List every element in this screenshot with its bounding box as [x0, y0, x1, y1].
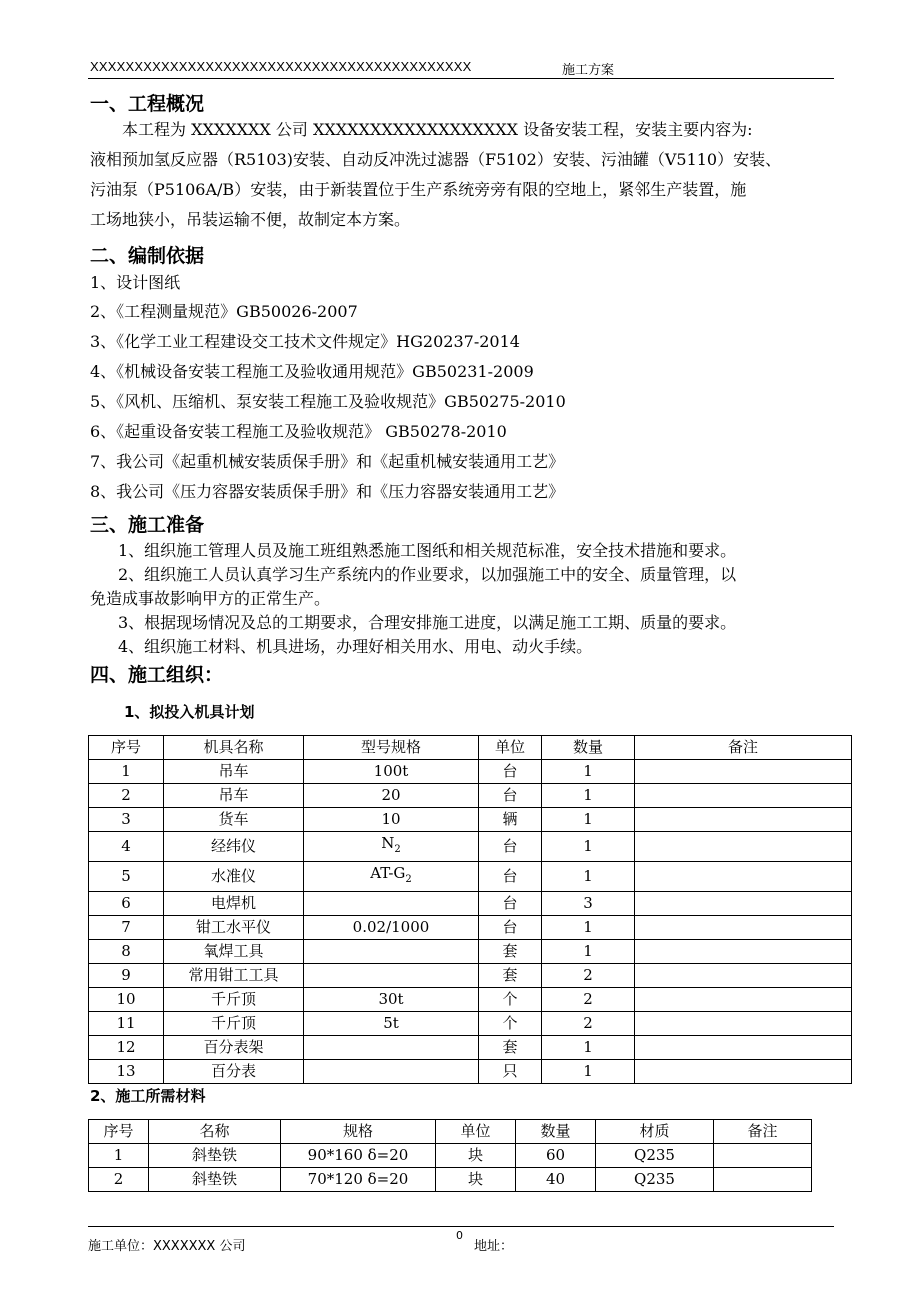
- table-cell: 台: [479, 760, 542, 784]
- equipment-table: [88, 735, 852, 1084]
- table-cell: $AT-G_2$: [304, 862, 479, 892]
- table-cell: [304, 892, 479, 916]
- table-cell: 斜垫铁: [149, 1144, 281, 1168]
- table-row: [89, 808, 852, 832]
- table-header-row: [89, 1120, 812, 1144]
- table-cell: 1: [542, 808, 635, 832]
- table-cell: 1: [542, 760, 635, 784]
- section2-title: 二、编制依据: [90, 245, 205, 267]
- table-cell: [304, 1060, 479, 1084]
- table-cell: 90*160 δ=20: [281, 1144, 436, 1168]
- table-cell: [635, 862, 852, 892]
- table-row: [89, 1144, 812, 1168]
- table-row: [89, 784, 852, 808]
- table-cell: 30t: [304, 988, 479, 1012]
- table-cell: 经纬仪: [164, 832, 304, 862]
- table-cell: [304, 940, 479, 964]
- header-cell: 名称: [149, 1120, 281, 1144]
- table-cell: 电焊机: [164, 892, 304, 916]
- table-cell: 块: [436, 1168, 516, 1192]
- table-cell: 斜垫铁: [149, 1168, 281, 1192]
- header-cell: 单位: [436, 1120, 516, 1144]
- table-cell: 40: [516, 1168, 596, 1192]
- table-cell: Q235: [596, 1168, 714, 1192]
- reference-item: 2、《工程测量规范》GB50026-2007: [90, 302, 358, 321]
- footer-address-label: 地址：: [474, 1239, 514, 1254]
- table-cell: 10: [304, 808, 479, 832]
- table-cell: 吊车: [164, 784, 304, 808]
- header-cell: 型号规格: [304, 736, 479, 760]
- section3-line: 免造成事故影响甲方的正常生产。: [90, 589, 331, 608]
- table-cell: [304, 964, 479, 988]
- section1-line: 本工程为 XXXXXXX 公司 XXXXXXXXXXXXXXXXXX 设备安装工程，安装主要内容为:: [122, 120, 753, 139]
- table-cell: 套: [479, 940, 542, 964]
- table-cell: [635, 832, 852, 862]
- section3-line: 4、组织施工材料、机具进场，办理好相关用水、用电、动火手续。: [118, 637, 593, 656]
- header-cell: 备注: [635, 736, 852, 760]
- header-cell: 序号: [89, 736, 164, 760]
- table-row: [89, 964, 852, 988]
- header-rule: [88, 78, 834, 79]
- table-cell: [635, 1060, 852, 1084]
- table-cell: 100t: [304, 760, 479, 784]
- reference-item: 4、《机械设备安装工程施工及验收通用规范》GB50231-2009: [90, 362, 534, 381]
- reference-item: 8、我公司《压力容器安装质保手册》和《压力容器安装通用工艺》: [90, 482, 565, 501]
- table-row: [89, 832, 852, 862]
- footer-rule: [88, 1226, 834, 1227]
- table-cell: 3: [89, 808, 164, 832]
- table-cell: 6: [89, 892, 164, 916]
- header-cell: 数量: [542, 736, 635, 760]
- table-row: [89, 862, 852, 892]
- table-cell: 套: [479, 1036, 542, 1060]
- table-cell: 1: [542, 1060, 635, 1084]
- table-cell: 台: [479, 784, 542, 808]
- table-cell: [635, 760, 852, 784]
- table-row: [89, 1036, 852, 1060]
- equipment-plan-title: 1、拟投入机具计划: [124, 703, 255, 721]
- table-cell: [635, 940, 852, 964]
- section1-title: 一、工程概况: [90, 93, 205, 115]
- table-cell: [304, 1036, 479, 1060]
- table-cell: 辆: [479, 808, 542, 832]
- table-cell: 3: [542, 892, 635, 916]
- materials-table: [88, 1119, 812, 1192]
- table-cell: 8: [89, 940, 164, 964]
- table-cell: [635, 1036, 852, 1060]
- section4-title: 四、施工组织：: [90, 664, 224, 686]
- materials-title: 2、施工所需材料: [90, 1087, 206, 1105]
- table-cell: 2: [89, 784, 164, 808]
- table-cell: [635, 808, 852, 832]
- table-cell: [714, 1168, 812, 1192]
- table-cell: 千斤顶: [164, 988, 304, 1012]
- table-cell: $N_2$: [304, 832, 479, 862]
- header-cell: 备注: [714, 1120, 812, 1144]
- table-cell: 5t: [304, 1012, 479, 1036]
- table-cell: 10: [89, 988, 164, 1012]
- header-project-code: XXXXXXXXXXXXXXXXXXXXXXXXXXXXXXXXXXXXXXXXXXX: [90, 59, 472, 74]
- reference-item: 6、《起重设备安装工程施工及验收规范》 GB50278-2010: [90, 422, 507, 441]
- table-cell: 常用钳工工具: [164, 964, 304, 988]
- section1-line: 污油泵（P5106A/B）安装，由于新装置位于生产系统旁旁有限的空地上，紧邻生产装置，施: [90, 180, 747, 199]
- table-cell: 1: [542, 832, 635, 862]
- table-cell: [714, 1144, 812, 1168]
- table-row: [89, 1060, 852, 1084]
- table-cell: 1: [542, 940, 635, 964]
- table-cell: [635, 988, 852, 1012]
- section3-line: 3、根据现场情况及总的工期要求，合理安排施工进度，以满足施工工期、质量的要求。: [118, 613, 737, 632]
- reference-item: 3、《化学工业工程建设交工技术文件规定》HG20237-2014: [90, 332, 520, 351]
- table-cell: 1: [89, 760, 164, 784]
- footer-unit: 施工单位：XXXXXXX 公司: [88, 1239, 246, 1254]
- table-cell: [635, 784, 852, 808]
- table-cell: 百分表架: [164, 1036, 304, 1060]
- table-cell: 2: [542, 1012, 635, 1036]
- section1-line: 工场地狭小，吊装运输不便，故制定本方案。: [90, 210, 411, 229]
- section3-line: 2、组织施工人员认真学习生产系统内的作业要求，以加强施工中的安全、质量管理，以: [118, 565, 737, 584]
- table-cell: 1: [89, 1144, 149, 1168]
- table-cell: 吊车: [164, 760, 304, 784]
- section1-line: 液相预加氢反应器（R5103)安装、自动反冲洗过滤器（F5102）安装、污油罐（V5110）安装、: [90, 150, 782, 169]
- table-cell: 12: [89, 1036, 164, 1060]
- table-cell: 70*120 δ=20: [281, 1168, 436, 1192]
- table-cell: 1: [542, 862, 635, 892]
- table-cell: 台: [479, 892, 542, 916]
- table-row: [89, 916, 852, 940]
- table-row: [89, 1168, 812, 1192]
- header-cell: 材质: [596, 1120, 714, 1144]
- table-cell: 钳工水平仪: [164, 916, 304, 940]
- table-cell: 套: [479, 964, 542, 988]
- section3-line: 1、组织施工管理人员及施工班组熟悉施工图纸和相关规范标准，安全技术措施和要求。: [118, 541, 737, 560]
- table-cell: 60: [516, 1144, 596, 1168]
- table-row: [89, 1012, 852, 1036]
- reference-item: 1、设计图纸: [90, 273, 181, 292]
- table-cell: 块: [436, 1144, 516, 1168]
- table-cell: 11: [89, 1012, 164, 1036]
- table-row: [89, 988, 852, 1012]
- table-cell: 台: [479, 862, 542, 892]
- table-cell: 氧焊工具: [164, 940, 304, 964]
- table-cell: 千斤顶: [164, 1012, 304, 1036]
- table-cell: 2: [89, 1168, 149, 1192]
- table-cell: 4: [89, 832, 164, 862]
- table-cell: 1: [542, 916, 635, 940]
- table-row: [89, 892, 852, 916]
- reference-item: 5、《风机、压缩机、泵安装工程施工及验收规范》GB50275-2010: [90, 392, 566, 411]
- header-cell: 单位: [479, 736, 542, 760]
- table-cell: 1: [542, 784, 635, 808]
- table-row: [89, 940, 852, 964]
- table-cell: [635, 1012, 852, 1036]
- table-cell: 5: [89, 862, 164, 892]
- header-cell: 序号: [89, 1120, 149, 1144]
- table-cell: 个: [479, 988, 542, 1012]
- table-cell: [635, 892, 852, 916]
- table-cell: 1: [542, 1036, 635, 1060]
- table-cell: 7: [89, 916, 164, 940]
- header-doc-type: 施工方案: [562, 63, 615, 78]
- table-cell: Q235: [596, 1144, 714, 1168]
- table-cell: 水准仪: [164, 862, 304, 892]
- table-cell: 个: [479, 1012, 542, 1036]
- table-cell: [635, 964, 852, 988]
- table-cell: 只: [479, 1060, 542, 1084]
- header-cell: 机具名称: [164, 736, 304, 760]
- table-cell: 20: [304, 784, 479, 808]
- table-cell: 9: [89, 964, 164, 988]
- table-cell: 13: [89, 1060, 164, 1084]
- table-cell: 百分表: [164, 1060, 304, 1084]
- table-cell: [635, 916, 852, 940]
- section3-title: 三、施工准备: [90, 514, 205, 536]
- reference-item: 7、我公司《起重机械安装质保手册》和《起重机械安装通用工艺》: [90, 452, 565, 471]
- page-number: 0: [456, 1229, 463, 1242]
- table-row: [89, 760, 852, 784]
- table-cell: 2: [542, 964, 635, 988]
- table-cell: 台: [479, 832, 542, 862]
- table-cell: 货车: [164, 808, 304, 832]
- table-cell: 台: [479, 916, 542, 940]
- table-header-row: [89, 736, 852, 760]
- header-cell: 规格: [281, 1120, 436, 1144]
- table-cell: 0.02/1000: [304, 916, 479, 940]
- header-cell: 数量: [516, 1120, 596, 1144]
- table-cell: 2: [542, 988, 635, 1012]
